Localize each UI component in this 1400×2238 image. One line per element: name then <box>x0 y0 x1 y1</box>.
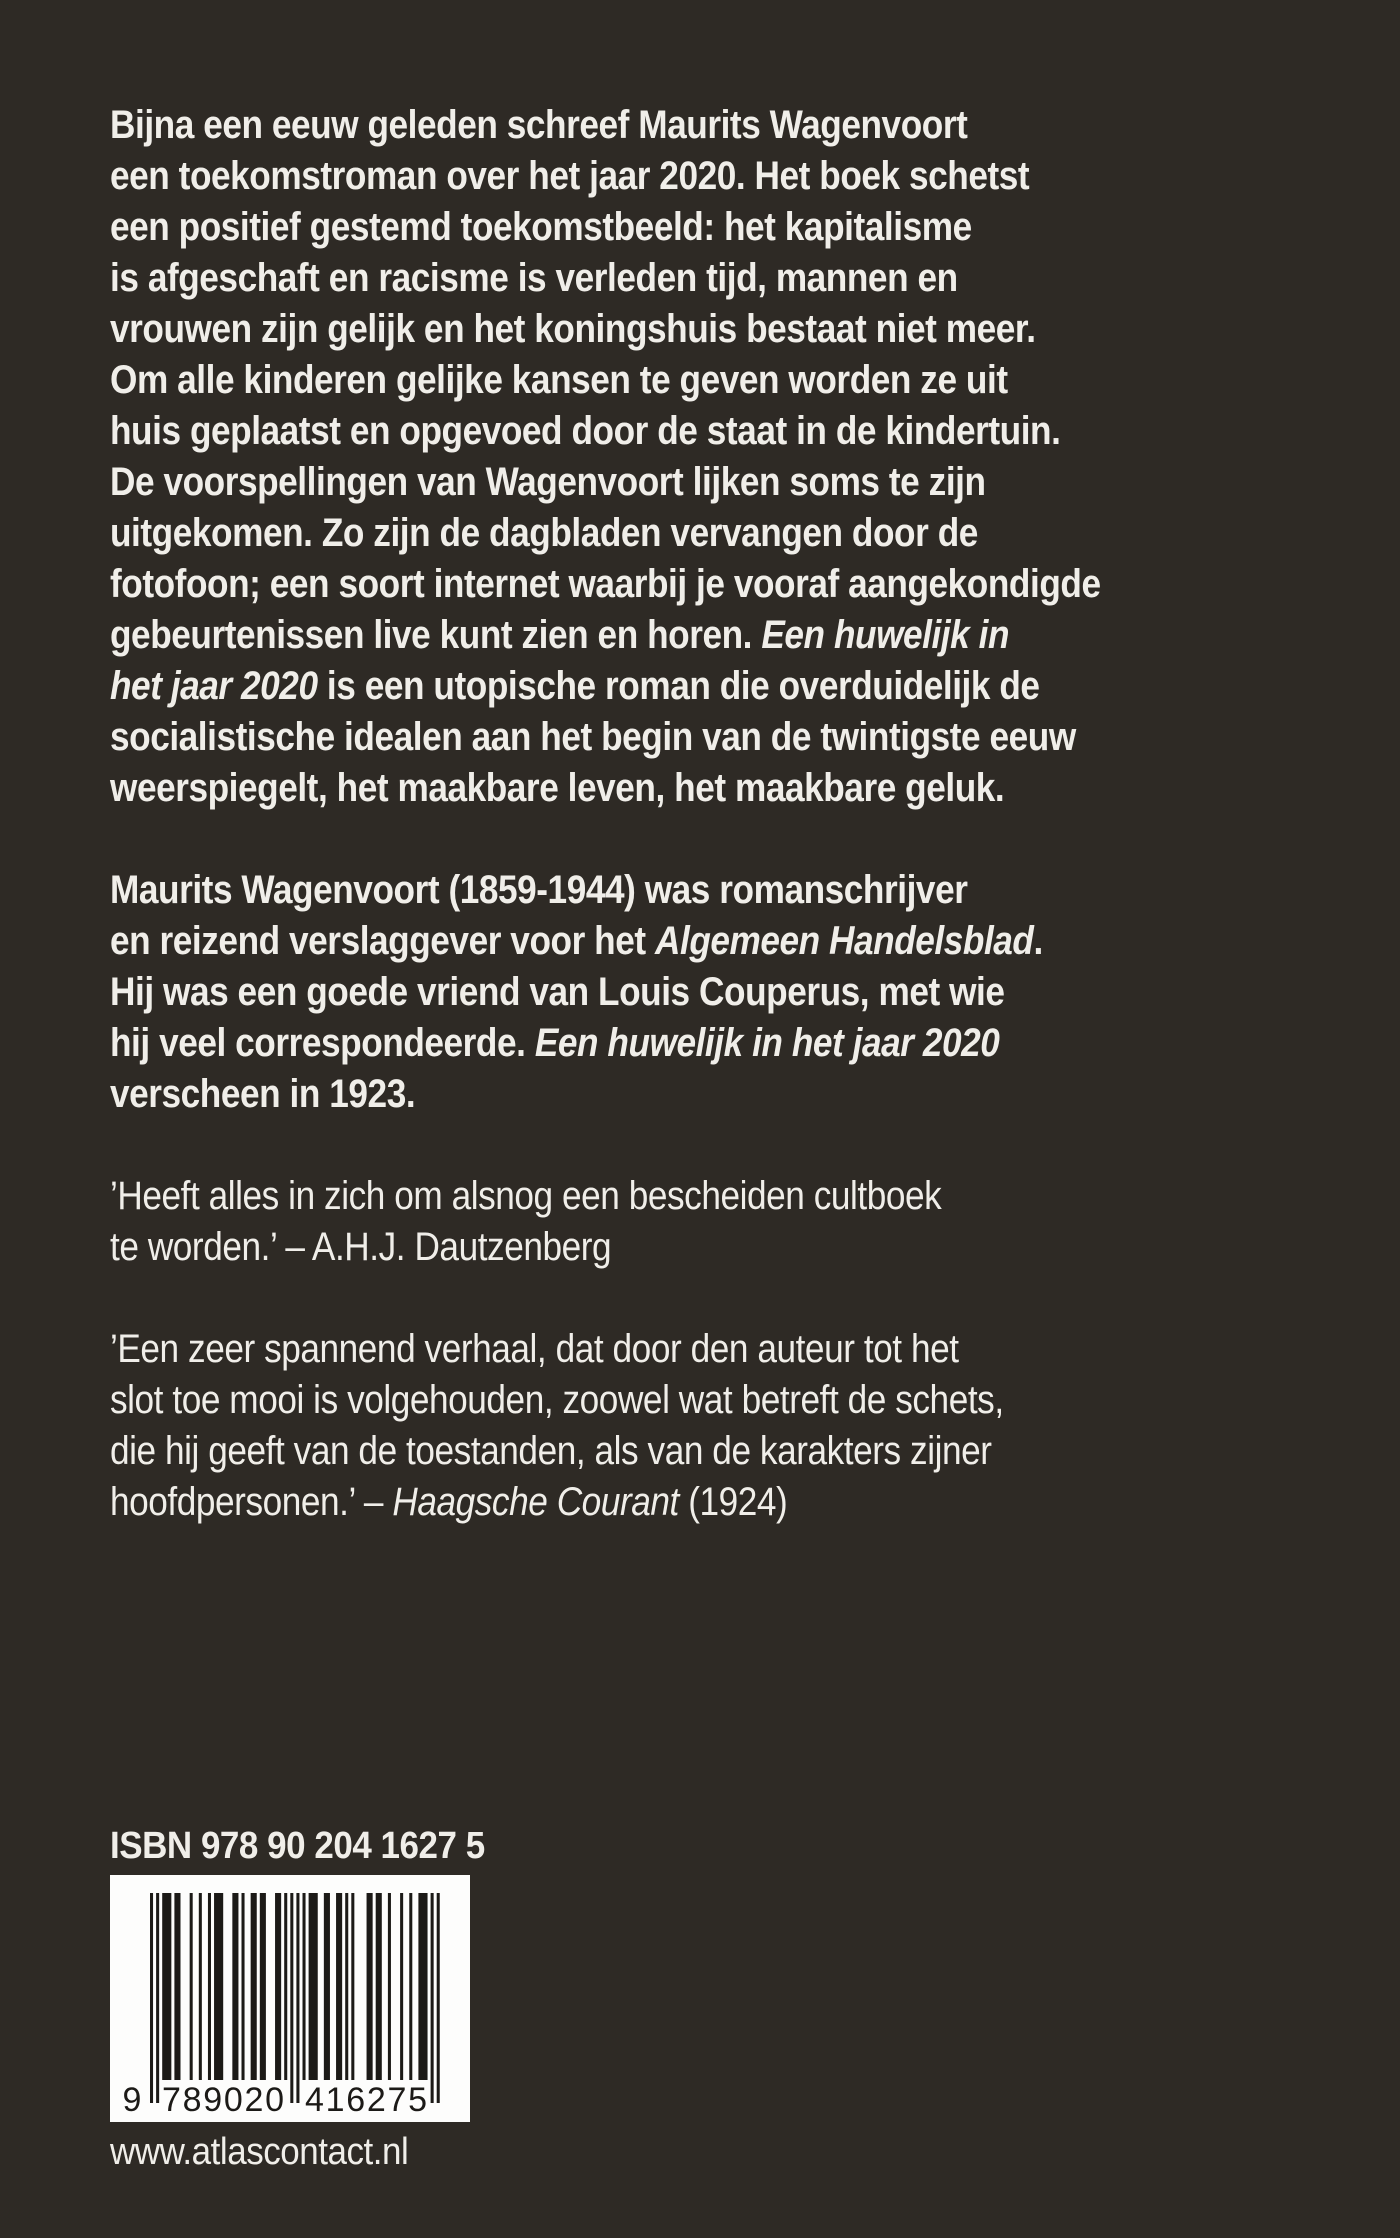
text-line: een toekomstroman over het jaar 2020. Het boek schetst <box>110 154 1030 198</box>
text-line: ’Een zeer spannend verhaal, dat door den auteur tot het <box>110 1327 959 1371</box>
text-line: vrouwen zijn gelijk en het koningshuis bestaat niet meer. <box>110 307 1036 351</box>
text-line: is afgeschaft en racisme is verleden tijd, mannen en <box>110 256 958 300</box>
text-line: fotofoon; een soort internet waarbij je vooraf aangekondigde <box>110 562 1101 606</box>
text-line: De voorspellingen van Wagenvoort lijken soms te zijn <box>110 460 986 504</box>
text-line: huis geplaatst en opgevoed door de staat in de kindertuin. <box>110 409 1061 453</box>
synopsis-paragraph <box>110 100 1101 814</box>
text-line: gebeurtenissen live kunt zien en horen. Een huwelijk in <box>110 613 1010 657</box>
review-quote-haagsche-courant <box>110 1324 1004 1528</box>
text-line: die hij geeft van de toestanden, als van de karakters zijner <box>110 1429 992 1473</box>
author-bio-paragraph <box>110 865 1043 1120</box>
review-quote-dautzenberg <box>110 1171 941 1273</box>
text-line: en reizend verslaggever voor het Algemeen Handelsblad. <box>110 919 1043 963</box>
text-line: hij veel correspondeerde. Een huwelijk in het jaar 2020 <box>110 1021 1000 1065</box>
text-line: Om alle kinderen gelijke kansen te geven worden ze uit <box>110 358 1008 402</box>
svg-text:789020: 789020 <box>162 2081 284 2119</box>
svg-text:9: 9 <box>122 2081 142 2119</box>
text-line: Bijna een eeuw geleden schreef Maurits Wagenvoort <box>110 103 968 147</box>
text-line: verscheen in 1923. <box>110 1072 416 1116</box>
publisher-website: www.atlascontact.nl <box>110 2131 409 2173</box>
isbn-label: ISBN 978 90 204 1627 5 <box>110 1825 485 1867</box>
text-line: ’Heeft alles in zich om alsnog een bescheiden cultboek <box>110 1174 942 1218</box>
text-line: weerspiegelt, het maakbare leven, het maakbare geluk. <box>110 766 1005 810</box>
text-line: te worden.’ – A.H.J. Dautzenberg <box>110 1225 612 1269</box>
text-line: het jaar 2020 is een utopische roman die overduidelijk de <box>110 664 1040 708</box>
text-line: Hij was een goede vriend van Louis Couperus, met wie <box>110 970 1005 1014</box>
text-line: hoofdpersonen.’ – Haagsche Courant (1924) <box>110 1480 788 1524</box>
barcode <box>110 1875 470 2122</box>
text-line: een positief gestemd toekomstbeeld: het kapitalisme <box>110 205 972 249</box>
text-line: slot toe mooi is volgehouden, zoowel wat betreft de schets, <box>110 1378 1004 1422</box>
text-line: Maurits Wagenvoort (1859-1944) was romanschrijver <box>110 868 968 912</box>
svg-text:416275: 416275 <box>305 2081 427 2119</box>
barcode-image <box>110 1875 470 2122</box>
text-line: uitgekomen. Zo zijn de dagbladen vervangen door de <box>110 511 978 555</box>
text-line: socialistische idealen aan het begin van de twintigste eeuw <box>110 715 1076 759</box>
